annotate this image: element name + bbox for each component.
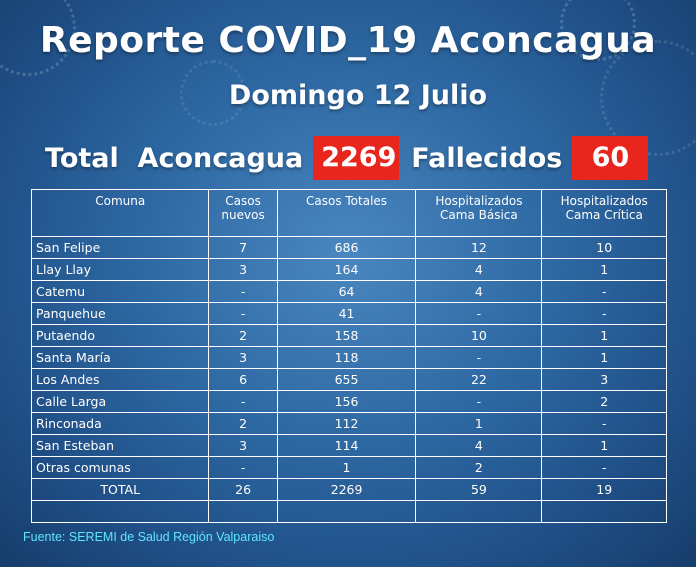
value-cell: - [542, 457, 667, 479]
table-row [32, 347, 667, 369]
deaths-label: Fallecidos [411, 142, 563, 174]
value-cell: - [416, 391, 542, 413]
column-header-comuna: Comuna [32, 190, 209, 237]
table-header-row [32, 190, 667, 237]
column-header-cama-basica: Hospitalizados Cama Básica [416, 190, 542, 237]
totals-bar [45, 135, 648, 181]
value-cell: - [209, 457, 277, 479]
value-cell: 10 [416, 325, 542, 347]
comuna-cell: Putaendo [32, 325, 209, 347]
value-cell: - [416, 347, 542, 369]
comuna-cell: San Esteban [32, 435, 209, 457]
value-cell: 3 [209, 259, 277, 281]
table-row [32, 281, 667, 303]
value-cell: - [209, 303, 277, 325]
value-cell: 114 [277, 435, 416, 457]
report-date: Domingo 12 Julio [228, 80, 488, 111]
value-cell: 4 [416, 259, 542, 281]
table-row [32, 435, 667, 457]
deaths-value-badge: 60 [572, 136, 648, 180]
source-note: Fuente: SEREMI de Salud Región Valparaiso [23, 530, 275, 544]
value-cell: 7 [209, 237, 277, 259]
value-cell: 6 [209, 369, 277, 391]
value-cell: 4 [416, 435, 542, 457]
value-cell: 64 [277, 281, 416, 303]
value-cell: 59 [416, 479, 542, 501]
value-cell: 686 [277, 237, 416, 259]
table-row [32, 325, 667, 347]
value-cell: 1 [542, 325, 667, 347]
value-cell: 158 [277, 325, 416, 347]
table-row [32, 303, 667, 325]
value-cell: 118 [277, 347, 416, 369]
comuna-cell: Rinconada [32, 413, 209, 435]
comuna-cell: Los Andes [32, 369, 209, 391]
comuna-cell: Catemu [32, 281, 209, 303]
table-row [32, 413, 667, 435]
cases-table [31, 189, 667, 523]
value-cell: 3 [542, 369, 667, 391]
comuna-cell: San Felipe [32, 237, 209, 259]
total-label: Total Aconcagua [45, 142, 304, 174]
table-row [32, 479, 667, 501]
value-cell: 112 [277, 413, 416, 435]
table-row [32, 457, 667, 479]
column-header-casos-nuevos: Casos nuevos [209, 190, 277, 237]
value-cell: 2269 [277, 479, 416, 501]
value-cell: 2 [416, 457, 542, 479]
value-cell: 2 [209, 325, 277, 347]
value-cell: 4 [416, 281, 542, 303]
value-cell: - [209, 281, 277, 303]
value-cell: 156 [277, 391, 416, 413]
total-value-badge: 2269 [313, 136, 399, 180]
value-cell: 22 [416, 369, 542, 391]
value-cell [542, 501, 667, 523]
value-cell [277, 501, 416, 523]
value-cell: 1 [416, 413, 542, 435]
comuna-cell: Calle Larga [32, 391, 209, 413]
value-cell: 2 [209, 413, 277, 435]
table-row [32, 259, 667, 281]
column-header-casos-totales: Casos Totales [277, 190, 416, 237]
value-cell: 164 [277, 259, 416, 281]
value-cell: 26 [209, 479, 277, 501]
table-row [32, 391, 667, 413]
value-cell: 3 [209, 435, 277, 457]
comuna-cell: TOTAL [32, 479, 209, 501]
value-cell: 1 [542, 259, 667, 281]
comuna-cell: Llay Llay [32, 259, 209, 281]
report-title: Reporte COVID_19 Aconcagua [39, 20, 657, 61]
value-cell: 1 [542, 347, 667, 369]
table-row [32, 501, 667, 523]
value-cell: - [542, 303, 667, 325]
value-cell: 41 [277, 303, 416, 325]
column-header-cama-critica: Hospitalizados Cama Crítica [542, 190, 667, 237]
comuna-cell [32, 501, 209, 523]
value-cell: - [416, 303, 542, 325]
value-cell: - [542, 281, 667, 303]
value-cell: 1 [542, 435, 667, 457]
value-cell [209, 501, 277, 523]
comuna-cell: Santa María [32, 347, 209, 369]
value-cell: - [209, 391, 277, 413]
value-cell: 1 [277, 457, 416, 479]
value-cell: 19 [542, 479, 667, 501]
value-cell: - [542, 413, 667, 435]
value-cell: 12 [416, 237, 542, 259]
value-cell: 655 [277, 369, 416, 391]
table-row [32, 369, 667, 391]
value-cell: 2 [542, 391, 667, 413]
comuna-cell: Panquehue [32, 303, 209, 325]
value-cell: 10 [542, 237, 667, 259]
value-cell: 3 [209, 347, 277, 369]
value-cell [416, 501, 542, 523]
comuna-cell: Otras comunas [32, 457, 209, 479]
table-row [32, 237, 667, 259]
